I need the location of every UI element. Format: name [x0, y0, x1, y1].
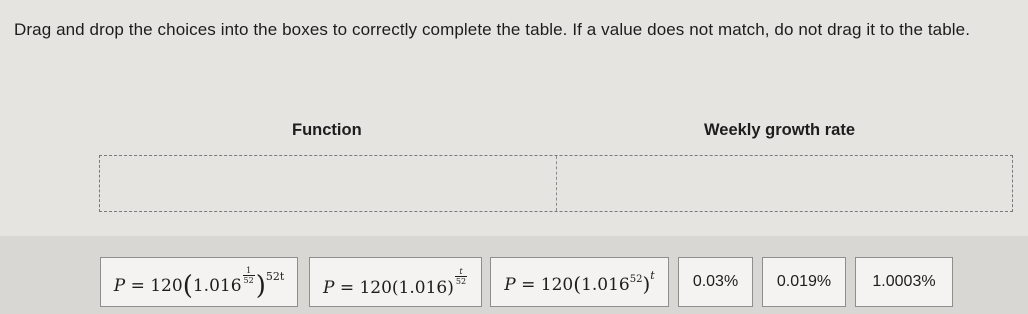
math-var: P [322, 277, 335, 298]
math-coef: 120 [359, 277, 392, 298]
column-header-function: Function [292, 121, 362, 139]
choice-function-1[interactable] [100, 257, 298, 307]
column-header-weekly-growth-rate: Weekly growth rate [704, 121, 855, 139]
choice-function-2[interactable] [309, 257, 482, 307]
drop-target-function[interactable] [100, 156, 556, 211]
math-exp: t [650, 269, 655, 282]
math-base: (1.016) [391, 277, 454, 298]
table-header [0, 112, 1028, 152]
choice-rate-1[interactable] [678, 257, 753, 307]
choice-rate-1-label: 0.03% [692, 273, 739, 290]
math-base: 1.016 [192, 275, 242, 296]
choice-function-2-math [323, 267, 468, 298]
drop-row [99, 155, 1013, 212]
math-frac-num: t [455, 267, 467, 277]
math-frac-den: 52 [243, 275, 254, 285]
math-eq: = [521, 275, 536, 295]
math-var: P [113, 275, 126, 296]
choice-function-3[interactable] [490, 257, 669, 307]
choice-function-1-math: P = 120(1.016 $\frac{1}{52}$ )$^{52t}$ [113, 265, 285, 301]
math-exp: 52t [265, 269, 285, 283]
drop-target-weekly-growth-rate[interactable] [558, 156, 1012, 211]
math-frac-num: 1 [243, 266, 255, 276]
choice-rate-3[interactable] [855, 257, 953, 307]
choice-rate-2[interactable] [762, 257, 846, 307]
choice-function-3-math: $P = 120(1.016^{52})^t$ [504, 269, 655, 296]
drop-divider [556, 156, 557, 211]
math-eq: = [130, 275, 145, 296]
math-frac [455, 267, 467, 286]
math-coef: 120 [150, 275, 183, 296]
math-coef: 120 [540, 275, 574, 295]
math-frac [243, 266, 255, 285]
math-frac-den: 52 [455, 276, 467, 286]
instructions-text: Drag and drop the choices into the boxes to correctly complete the table. If a value does not match, do not drag it to the table. [14, 20, 971, 39]
math-var: P [504, 275, 516, 295]
choice-rate-3-label: 1.0003% [872, 273, 936, 290]
choice-rate-2-label: 0.019% [776, 273, 832, 290]
math-base: 1.016 [581, 275, 630, 295]
math-eq: = [339, 277, 355, 298]
math-inner-exp: 52 [629, 274, 643, 285]
